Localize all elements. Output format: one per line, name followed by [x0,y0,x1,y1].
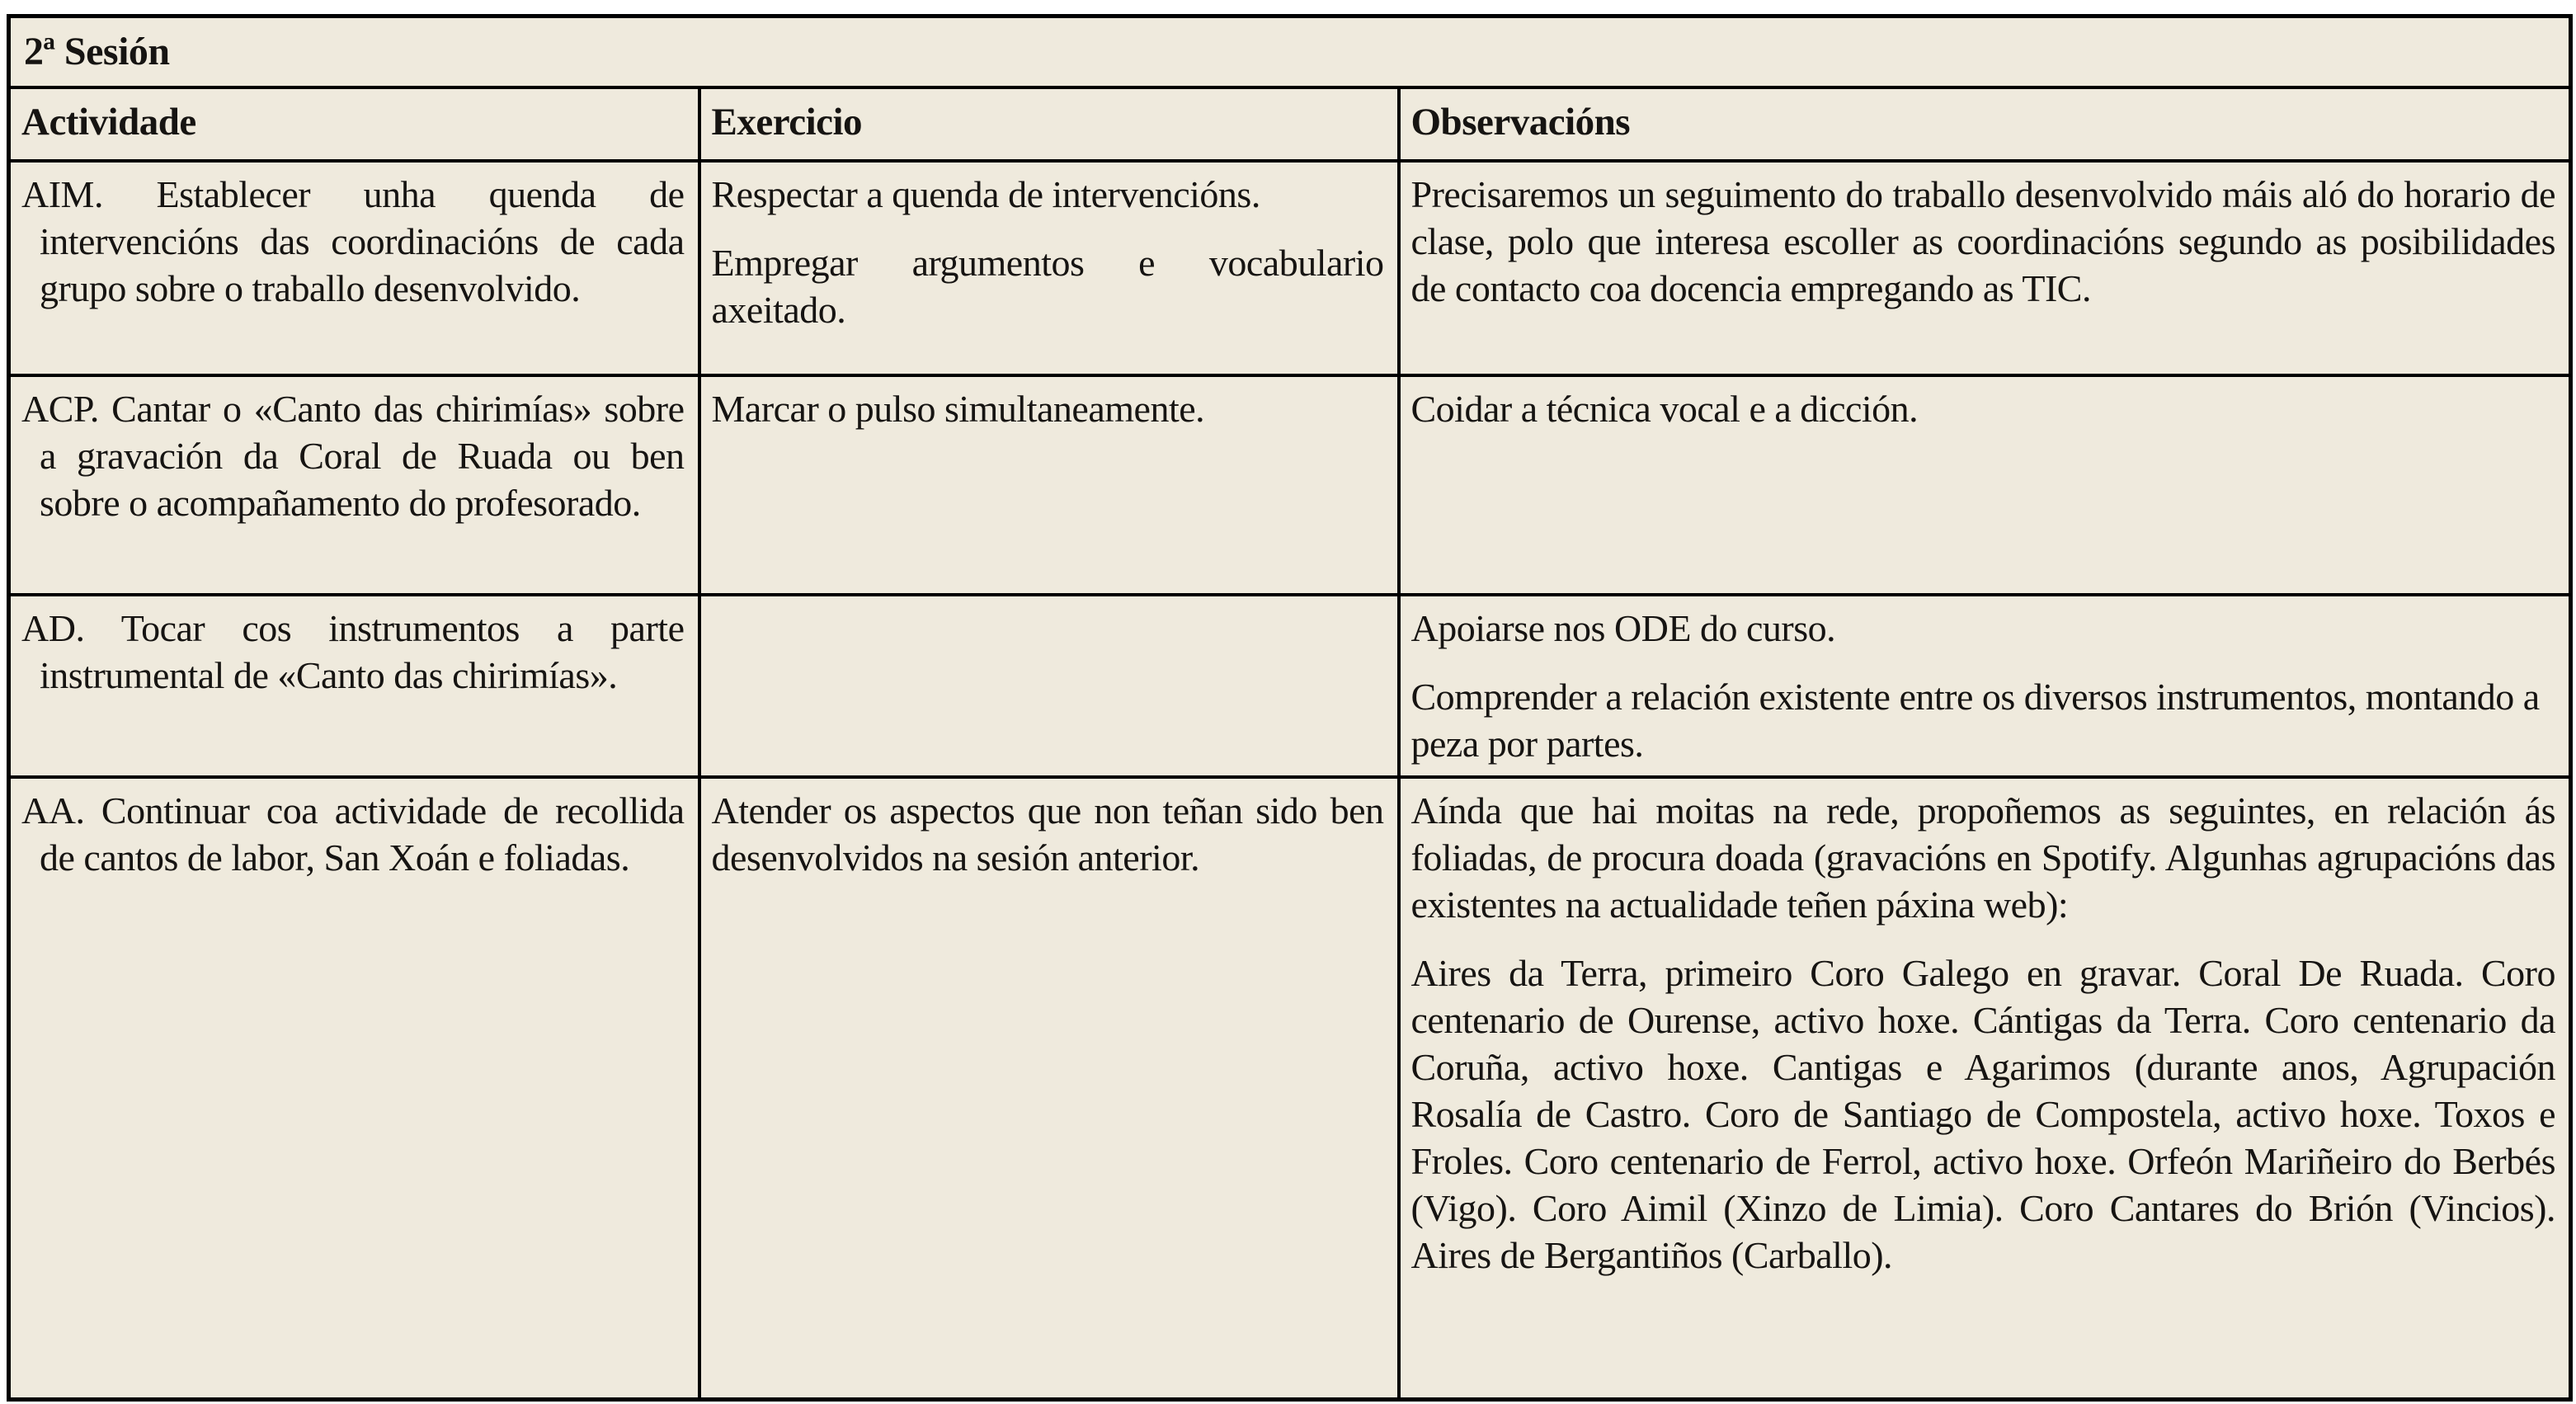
table-row [9,777,2571,1400]
table-header-row [9,87,2571,161]
paragraph: Coidar a técnica vocal e a dicción. [1410,387,1919,430]
exercise-cell [699,777,1399,1400]
paragraph: AIM. Establecer unha quenda de intervencións das coordinacións de cada grupo sobre o traballo desenvolvido. [21,172,685,309]
paragraph: Comprender a relación existente entre os diversos instrumentos, montando a peza por partes. [1410,675,2540,765]
exercise-cell-empty [699,595,1399,777]
paragraph: Empregar argumentos e vocabulario axeitado. [711,241,1384,331]
exercise-cell [699,161,1399,375]
column-header-actividade: Actividade [9,87,699,161]
activity-cell [9,375,699,595]
table-caption-row [9,16,2571,87]
table-row [9,595,2571,777]
column-header-exercicio: Exercicio [699,87,1399,161]
paragraph: Precisaremos un seguimento do traballo desenvolvido máis aló do horario de clase, polo que interesa escoller as coordinacións segundo as posibilidades de contacto coa docencia empregando as TIC. [1410,172,2555,309]
observations-cell [1399,375,2571,595]
activity-cell [9,777,699,1400]
paragraph: Marcar o pulso simultaneamente. [711,387,1205,430]
activity-cell [9,595,699,777]
paragraph: Aínda que hai moitas na rede, propoñemos as seguintes, en relación ás foliadas, de procura doada (gravacións en Spotify. Algunhas agrupacións das existentes na actualidade teñen páxina web): [1410,789,2555,926]
column-header-observacions: Observacións [1399,87,2571,161]
exercise-cell [699,375,1399,595]
table-row [9,161,2571,375]
paragraph: Respectar a quenda de intervencións. [711,172,1260,215]
table-row [9,375,2571,595]
paragraph: Aires da Terra, primeiro Coro Galego en gravar. Coral De Ruada. Coro centenario de Ourense, activo hoxe. Cántigas da Terra. Coro centenario da Coruña, activo hoxe. Cantigas e Agarimos (durante anos, Agrupación Rosalía de Castro. Coro de Santiago de Compostela, activo hoxe. Toxos e Froles. Coro centenario de Ferrol, activo hoxe. Orfeón Mariñeiro do Berbés (Vigo). Coro Aimil (Xinzo de Limia). Coro Cantares do Brión (Vincios). Aires de Bergantiños (Carballo). [1410,951,2555,1276]
paragraph: AD. Tocar cos instrumentos a parte instrumental de «Canto das chirimías». [21,606,685,696]
session-table [7,14,2573,1402]
observations-cell [1399,595,2571,777]
table-caption: 2ª Sesión [9,16,2571,87]
paragraph: Apoiarse nos ODE do curso. [1410,606,1836,649]
activity-cell [9,161,699,375]
observations-cell [1399,161,2571,375]
paragraph: AA. Continuar coa actividade de recollida de cantos de labor, San Xoán e foliadas. [21,789,685,879]
paragraph: Atender os aspectos que non teñan sido ben desenvolvidos na sesión anterior. [711,789,1384,879]
paragraph: ACP. Cantar o «Canto das chirimías» sobre a gravación da Coral de Ruada ou ben sobre o acompañamento do profesorado. [21,387,685,524]
observations-cell [1399,777,2571,1400]
